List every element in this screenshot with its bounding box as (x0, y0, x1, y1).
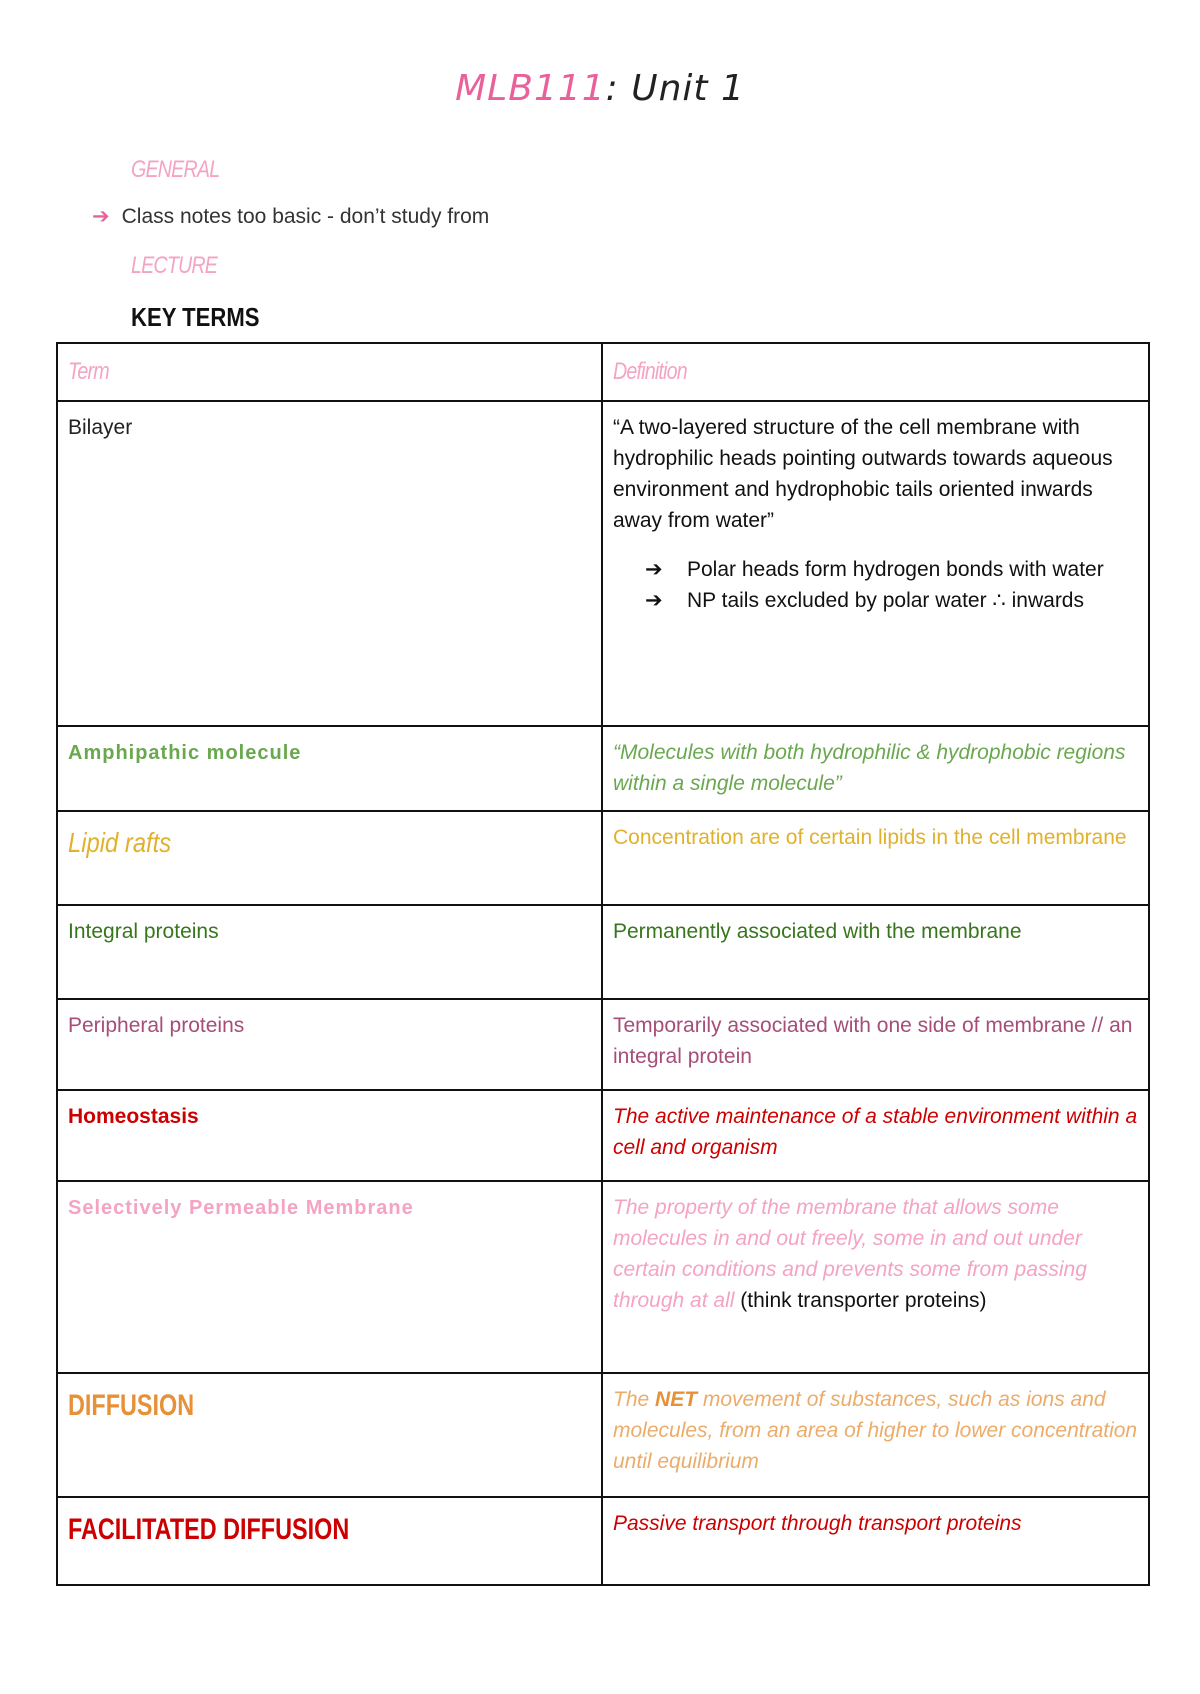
table-row (57, 811, 1149, 905)
table-row (57, 1497, 1149, 1585)
definition-cell (602, 1090, 1149, 1181)
section-general-label: GENERAL (131, 156, 220, 183)
general-bullet (92, 204, 489, 229)
term-selectively-permeable: Selectively Permeable Membrane (68, 1196, 414, 1219)
definition-lipid-rafts: Concentration are of certain lipids in the cell membrane (613, 825, 1127, 849)
definition-diffusion-bold: NET (655, 1387, 698, 1411)
definition-cell (602, 726, 1149, 811)
term-bilayer: Bilayer (68, 415, 133, 439)
table-row (57, 1090, 1149, 1181)
table-row (57, 401, 1149, 726)
header-term-cell (57, 343, 602, 401)
table-row (57, 1181, 1149, 1373)
bilayer-point-text: Polar heads form hydrogen bonds with water (687, 557, 1104, 581)
unit-label: : Unit 1 (605, 68, 745, 109)
term-cell (57, 1181, 602, 1373)
arrow-right-icon: ➔ (92, 205, 110, 228)
term-integral-proteins: Integral proteins (68, 919, 219, 943)
term-cell (57, 999, 602, 1090)
definition-amphipathic: “Molecules with both hydrophilic & hydrophobic regions within a single molecule” (613, 740, 1126, 795)
definition-bilayer: “A two-layered structure of the cell membrane with hydrophilic heads pointing outwards towards aqueous environment and hydrophobic tails oriented inwards away from water” (613, 415, 1113, 532)
definition-cell (602, 1497, 1149, 1585)
term-amphipathic: Amphipathic molecule (68, 741, 302, 764)
definition-cell (602, 999, 1149, 1090)
general-bullet-text: Class notes too basic - don’t study from (121, 205, 490, 228)
table-header-row (57, 343, 1149, 401)
definition-peripheral-proteins: Temporarily associated with one side of membrane // an integral protein (613, 1013, 1133, 1068)
term-facilitated-diffusion: FACILITATED DIFFUSION (68, 1512, 350, 1546)
definition-diffusion-pre: The (613, 1387, 656, 1411)
header-definition: Definition (613, 358, 687, 385)
header-definition-cell (602, 343, 1149, 401)
list-item (645, 585, 1138, 616)
definition-cell (602, 905, 1149, 999)
definition-note: (think transporter proteins) (740, 1288, 987, 1312)
table-row (57, 905, 1149, 999)
key-terms-heading: KEY TERMS (131, 302, 260, 332)
arrow-right-icon: ➔ (645, 588, 663, 612)
term-cell (57, 1373, 602, 1497)
definition-cell (602, 1181, 1149, 1373)
table-row (57, 999, 1149, 1090)
definition-selectively-permeable: The property of the membrane that allows some molecules in and out freely, some in and out under certain conditions and prevents some from passing through at all (613, 1195, 1087, 1312)
table-row (57, 1373, 1149, 1497)
term-homeostasis: Homeostasis (68, 1104, 199, 1128)
term-cell (57, 401, 602, 726)
definition-diffusion-post: movement of substances, such as ions and molecules, from an area of higher to lower concentration until equilibrium (613, 1387, 1138, 1473)
list-item (645, 554, 1138, 585)
key-terms-table (56, 342, 1150, 1586)
term-diffusion: DIFFUSION (68, 1388, 195, 1422)
arrow-right-icon: ➔ (645, 557, 663, 581)
definition-facilitated-diffusion: Passive transport through transport proteins (613, 1511, 1022, 1535)
term-cell (57, 1497, 602, 1585)
definition-cell (602, 811, 1149, 905)
section-lecture-label: LECTURE (131, 252, 218, 279)
term-cell (57, 726, 602, 811)
definition-cell (602, 401, 1149, 726)
bilayer-points (645, 554, 1138, 616)
term-peripheral-proteins: Peripheral proteins (68, 1013, 245, 1037)
definition-homeostasis: The active maintenance of a stable environment within a cell and organism (613, 1104, 1138, 1159)
definition-cell (602, 1373, 1149, 1497)
term-cell (57, 811, 602, 905)
term-lipid-rafts: Lipid rafts (68, 826, 172, 858)
term-cell (57, 905, 602, 999)
course-code: MLB111 (455, 68, 606, 109)
table-row (57, 726, 1149, 811)
page-title (0, 68, 1200, 109)
header-term: Term (68, 358, 109, 385)
definition-integral-proteins: Permanently associated with the membrane (613, 919, 1022, 943)
term-cell (57, 1090, 602, 1181)
bilayer-point-text: NP tails excluded by polar water ∴ inwards (687, 588, 1084, 612)
